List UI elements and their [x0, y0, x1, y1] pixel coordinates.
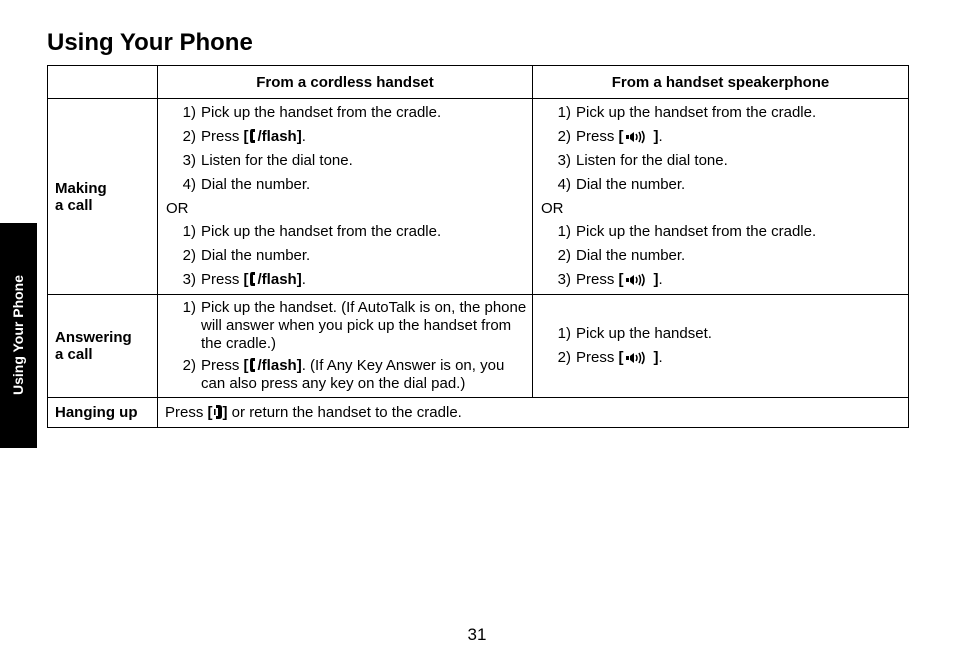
or-separator: OR [166, 200, 189, 217]
speaker-icon [624, 273, 654, 287]
step-number: 1) [557, 223, 571, 240]
step-text: Listen for the dial tone. [576, 152, 728, 169]
step-text-post: . [658, 271, 663, 288]
step-text: Listen for the dial tone. [201, 152, 353, 169]
answering-call-speaker-cell [533, 295, 909, 398]
header-speakerphone: From a handset speakerphone [533, 66, 909, 99]
header-cordless: From a cordless handset [158, 66, 533, 99]
key-label: /flash [257, 128, 297, 145]
or-separator: OR [541, 200, 564, 217]
step-text: Pick up the handset from the cradle. [201, 223, 442, 240]
step-number: 2) [557, 247, 571, 264]
step-text [576, 346, 904, 370]
row-label-line1: Answering [55, 329, 132, 346]
talk-handset-icon [249, 128, 258, 144]
page-number: 31 [467, 625, 487, 644]
talk-flash-key: [ /flash] [243, 271, 302, 288]
side-tab-label: Using Your Phone [10, 274, 26, 396]
talk-flash-key: [ /flash] [243, 357, 302, 374]
row-answering-call [48, 295, 909, 398]
speaker-icon [624, 130, 654, 144]
step-text [576, 268, 904, 292]
row-label-line2: a call [55, 346, 93, 363]
row-label-answering-call [48, 295, 158, 398]
step-text: Pick up the handset. [576, 325, 712, 342]
step-text: Dial the number. [576, 176, 686, 193]
end-key: [ ] [207, 404, 228, 421]
list-item [541, 268, 904, 292]
step-number: 4) [182, 176, 196, 193]
step-text-post: . [301, 271, 306, 288]
step-number: 2) [182, 128, 196, 145]
step-number: 1) [557, 104, 571, 121]
row-label-line2: a call [55, 196, 93, 214]
step-number: 1) [557, 325, 571, 342]
list-item [166, 297, 528, 355]
list-item [166, 244, 528, 268]
row-label-hanging-up: Hanging up [48, 398, 158, 428]
speaker-key: [ ] [618, 349, 659, 366]
hanging-up-cell [158, 398, 909, 428]
steps-list [541, 101, 904, 197]
steps-list [166, 297, 528, 395]
answering-call-cordless-cell [158, 295, 533, 398]
step-text-post: . [658, 128, 663, 145]
list-item [541, 149, 904, 173]
steps-list [166, 101, 528, 197]
list-item [166, 149, 528, 173]
step-number: 4) [557, 176, 571, 193]
talk-handset-icon [249, 357, 258, 373]
steps-list [541, 220, 904, 292]
step-text [576, 125, 904, 149]
hang-text-pre: Press [165, 404, 208, 421]
step-number: 3) [557, 152, 571, 169]
step-number: 1) [182, 299, 196, 316]
step-text: Pick up the handset from the cradle. [576, 104, 817, 121]
step-number: 2) [182, 357, 196, 374]
list-item [166, 220, 528, 244]
step-text-pre: Press [201, 357, 244, 374]
list-item [541, 125, 904, 149]
step-text-post: . [301, 128, 306, 145]
phone-usage-table [47, 65, 909, 428]
step-number: 3) [182, 271, 196, 288]
end-handset-icon [213, 404, 223, 420]
making-call-speaker-cell [533, 99, 909, 295]
step-text: Pick up the handset. (If AutoTalk is on, the phone will answer when you pick up the handset from the cradle.) [201, 299, 527, 352]
step-number: 2) [557, 349, 571, 366]
list-item [166, 355, 528, 395]
steps-list [541, 322, 904, 370]
step-number: 3) [182, 152, 196, 169]
speaker-key: [ ] [618, 271, 659, 288]
steps-list [166, 220, 528, 292]
step-text-pre: Press [576, 128, 619, 145]
talk-flash-key: [ /flash] [243, 128, 302, 145]
step-text-pre: Press [201, 128, 244, 145]
list-item [541, 101, 904, 125]
list-item [541, 220, 904, 244]
step-text: Pick up the handset from the cradle. [201, 104, 442, 121]
step-text-pre: Press [576, 349, 619, 366]
list-item [541, 322, 904, 346]
list-item [166, 173, 528, 197]
row-label-line1: Making [55, 179, 107, 197]
row-hanging-up [48, 398, 909, 428]
step-text: Dial the number. [201, 247, 311, 264]
step-text: Dial the number. [201, 176, 311, 193]
list-item [541, 346, 904, 370]
step-text-pre: Press [201, 271, 244, 288]
hang-text-post: or return the handset to the cradle. [227, 404, 462, 421]
header-row [48, 66, 909, 99]
step-number: 2) [182, 247, 196, 264]
step-text-post: . (If Any Key Answer is on, you can also press any key on the dial pad.) [201, 357, 505, 392]
row-label-making-call [48, 99, 158, 295]
key-label: /flash [257, 357, 297, 374]
speaker-icon [624, 351, 654, 365]
list-item [541, 244, 904, 268]
step-text-pre: Press [576, 271, 619, 288]
step-text [201, 125, 528, 149]
list-item [541, 173, 904, 197]
step-text [201, 357, 528, 393]
step-number: 1) [182, 223, 196, 240]
list-item [166, 101, 528, 125]
key-label: /flash [257, 271, 297, 288]
list-item [166, 125, 528, 149]
page-title: Using Your Phone [47, 29, 253, 56]
making-call-cordless-cell [158, 99, 533, 295]
speaker-key: [ ] [618, 128, 659, 145]
step-text [201, 268, 528, 292]
step-text: Dial the number. [576, 247, 686, 264]
step-number: 3) [557, 271, 571, 288]
row-making-call [48, 99, 909, 295]
step-number: 2) [557, 128, 571, 145]
talk-handset-icon [249, 271, 258, 287]
step-number: 1) [182, 104, 196, 121]
step-text: Pick up the handset from the cradle. [576, 223, 817, 240]
list-item [166, 268, 528, 292]
step-text-post: . [658, 349, 663, 366]
header-empty [48, 66, 158, 99]
